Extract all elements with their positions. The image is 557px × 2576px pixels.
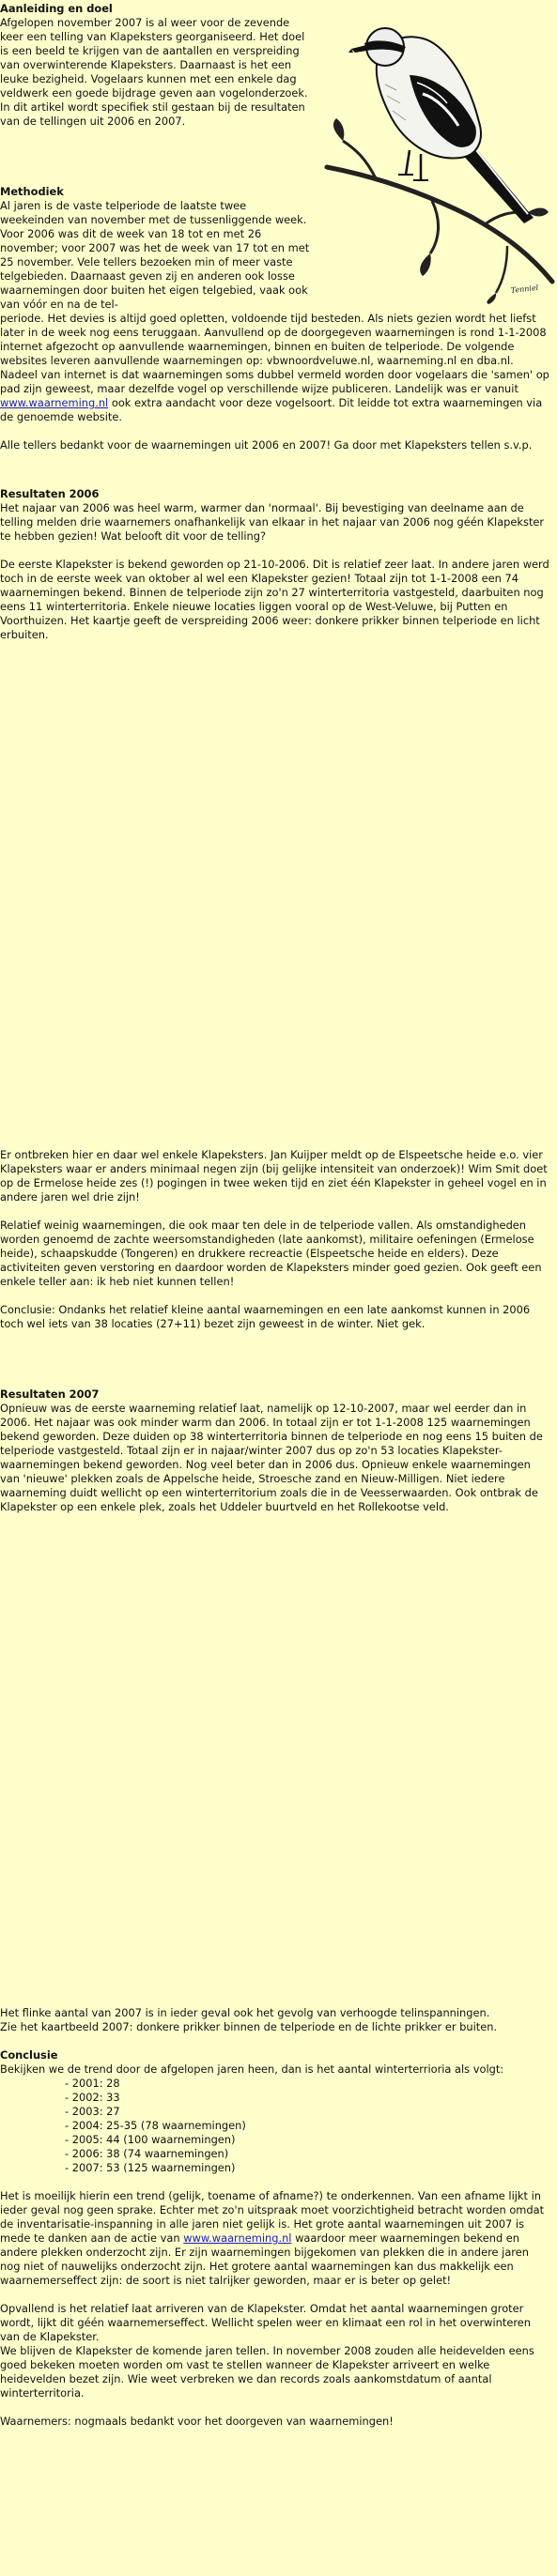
intro-section [0,2,312,129]
methode-text-a: periode. Het devies is altijd goed opletten, voldoende tijd besteden. Als niets gezien wordt het liefst later in de week nog eens teruggaan. Aanvullend op de doorgegeven waarnemingen is rond 1-1-2008 internet afgezocht op aanvullende waarnemingen, binnen en buiten de telperiode. De volgende websites leveren aanvullende waarnemingen op: vbwnoordveluwe.nl, waarneming.nl en dba.nl. Nadeel van internet is dat waarnemingen soms dubbel vermeld worden door vogelaars die 'samen' op pad zijn geweest, maar dezelfde vogel op verschillende wijze publiceren. Landelijk was er vanuit [0,312,549,395]
methode-heading: Methodiek [0,185,64,198]
trend-item: - 2006: 38 (74 waarnemingen) [65,2147,229,2160]
res2006b-section [0,1148,550,1331]
methode-thanks: Alle tellers bedankt voor de waarnemingen uit 2006 en 2007! Ga door met Klapeksters tellen s.v.p. [0,438,533,452]
outro-p1b: Zie het kaartbeeld 2007: donkere prikker binnen de telperiode en de lichte prikker er buiten. [0,2020,498,2033]
res2007-section [0,1388,550,1514]
res2006-heading: Resultaten 2006 [0,487,100,500]
trend-item: - 2002: 33 [65,2091,120,2104]
svg-text:Tenniel: Tenniel [510,283,539,295]
trend-item: - 2003: 27 [65,2105,120,2118]
conclusie-heading: Conclusie [0,2048,58,2062]
res2007-p1: Opnieuw was de eerste waarneming relatief laat, namelijk op 12-10-2007, maar wel eerder dan in 2006. Het najaar was ook minder warm dan 2006. In totaal zijn er tot 1-1-2008 125 waarnemingen bekend geworden. Deze duiden op 38 winterterritoria binnen de telperiode en nog eens 15 buiten de telperiode vastgesteld. Totaal zijn er in najaar/winter 2007 dus op zo'n 53 locaties Klapekster-waarnemingen bekend geworden. Nog veel beter dan in 2006 dus. Opnieuw enkele waarnemingen van 'nieuwe' plekken zoals de Appelsche heide, Stroesche zand en Nieuw-Milligen. Niet iedere waarneming duidt wellicht op een winterterritorium zoals die in de Veesserwaarden. Ook ontbrak de Klapekster op een enkele plek, zoals het Uddeler buurtveld en het Rollekootse veld. [0,1402,543,1513]
methode-section [0,185,550,452]
conclusie-section [0,2006,550,2429]
res2006-section [0,487,550,642]
waarneming-link-2[interactable]: www.waarneming.nl [183,2231,292,2245]
methode-text-b: ook extra aandacht voor deze vogelsoort. Dit leidde tot extra waarnemingen via de genoemde website. [0,396,543,423]
res2006b-p1: Er ontbreken hier en daar wel enkele Klapeksters. Jan Kuijper meldt op de Elspeetsche heide e.o. vier Klapeksters waar er anders minimaal negen zijn (bij gelijke intensiteit van onderzoek)! Wim Smit doet op de Ermelose heide zes (!) pogingen in twee weken tijd en ziet één Klapekster in geheel vogel en in andere jaren wel drie zijn! [0,1148,548,1204]
trend-item: - 2007: 53 (125 waarnemingen) [65,2161,236,2174]
intro-heading: Aanleiding en doel [0,2,113,15]
closing-line: Waarnemers: nogmaals bedankt voor het doorgeven van waarnemingen! [0,2415,394,2428]
outro-p1a: Het flinke aantal van 2007 is in ieder geval ook het gevolg van verhoogde telinspanningen. [0,2006,490,2019]
res2006-p1: Het najaar van 2006 was heel warm, warmer dan 'normaal'. Bij bevestiging van deelname aan de telling melden drie waarnemers onafhankelijk van elkaar in het najaar van 2006 nog géén Klapekster te hebben gezien! Wat belooft dit voor de telling? [0,501,545,543]
trend-item: - 2005: 44 (100 waarnemingen) [65,2133,236,2146]
outro-p3: Opvallend is het relatief laat arriveren van de Klapekster. Omdat het aantal waarnemingen groter wordt, lijkt dit géén waarnemerseffect. Wellicht spelen weer en klimaat een rol in het overwinteren van de Klapekster. [0,2302,531,2343]
res2006b-p2: Relatief weinig waarnemingen, die ook maar ten dele in de telperiode vallen. Als omstandigheden worden genoemd de zachte weersomstandigheden (late aankomst), militaire oefeningen (Ermelose heide), schaapskudde (Tongeren) en drukkere recreactie (Elspeetsche heide en elders). Deze activiteiten geven verstoring en daardoor worden de Klapeksters minder goed gezien. Ook geeft een enkele teller aan: ik heb niet kunnen tellen! [0,1219,542,1288]
methode-body-narrow: Al jaren is de vaste telperiode de laatste twee weekeinden van november met de tussenliggende week. Voor 2006 was dit de week van 18 tot en met 26 november; voor 2007 was het de week van 17 tot en met 25 november. Vele tellers bezoeken min of meer vaste telgebieden. Daarnaast geven zij en anderen ook losse waarnemingen door buiten het eigen telgebied, vaak ook van vóór en na de tel- [0,199,310,311]
res2006b-p3: Conclusie: Ondanks het relatief kleine aantal waarnemingen en een late aankomst kunnen in 2006 toch wel iets van 38 locaties (27+11) bezet zijn geweest in de winter. Niet gek. [0,1303,531,1330]
trend-list [0,2077,550,2175]
intro-body: Afgelopen november 2007 is al weer voor de zevende keer een telling van Klapeksters georganiseerd. Het doel is een beeld te krijgen van de aantallen en verspreiding van overwinterende Klapeksters. Daarnaast is het een leuke bezigheid. Vogelaars kunnen met een enkele dag veldwerk een goede bijdrage geven aan vogelonderzoek. In dit artikel wordt specifiek stil gestaan bij de resultaten van de tellingen uit 2006 en 2007. [0,16,308,128]
outro-p2-text-a: Het is moeilijk hierin een trend (gelijk, toename of afname?) te onderkennen. Van een afname lijkt in ieder geval nog geen sprake. Echter met zo'n uitspraak moet voorzichtigheid betracht worden omdat de inventarisatie-inspanning in alle jaren niet gelijk is. Het grote aantal waarnemingen uit 2007 is mede te danken aan de actie van [0,2189,545,2245]
methode-body-wide [0,312,550,424]
outro-p2 [0,2189,550,2288]
outro-p2-text-b: waardoor meer waarnemingen bekend en andere plekken onderzocht zijn. Er zijn waarnemingen bijgekomen van plekken die in andere jaren nog niet of nauwelijks onderzocht zijn. Het grotere aantal waarnemingen kan dus makkelijk een waarnemerseffect zijn: de soort is niet talrijker geworden, maar er is beter op gelet! [0,2231,529,2287]
conclusie-intro: Bekijken we de trend door de afgelopen jaren heen, dan is het aantal winterterrioria als volgt: [0,2062,504,2076]
waarneming-link[interactable]: www.waarneming.nl [0,396,109,409]
res2006-p2: De eerste Klapekster is bekend geworden op 21-10-2006. Dit is relatief zeer laat. In andere jaren werd toch in de eerste week van oktober al wel een Klapekster gezien! Totaal zijn tot 1-1-2008 een 74 waarnemingen bekend. Binnen de telperiode zijn zo'n 27 winterterritoria vastgesteld, daarbuiten nog eens 11 winterterritoria. Enkele nieuwe locaties liggen vooral op de West-Veluwe, bij Putten en Voorthuizen. Het kaartje geeft de verspreiding 2006 weer: donkere prikker binnen telperiode en licht erbuiten. [0,558,549,641]
outro-p4: We blijven de Klapekster de komende jaren tellen. In november 2008 zouden alle heidevelden eens goed bekeken moeten worden om vast te stellen wanneer de Klapekster arriveert en welke heidevelden bezet zijn. Wie weet verbreken we dan records zoals aankomstdatum of aantal winterterritoria. [0,2344,534,2400]
res2007-heading: Resultaten 2007 [0,1388,100,1401]
trend-item: - 2001: 28 [65,2077,120,2090]
trend-item: - 2004: 25-35 (78 waarnemingen) [65,2119,246,2132]
